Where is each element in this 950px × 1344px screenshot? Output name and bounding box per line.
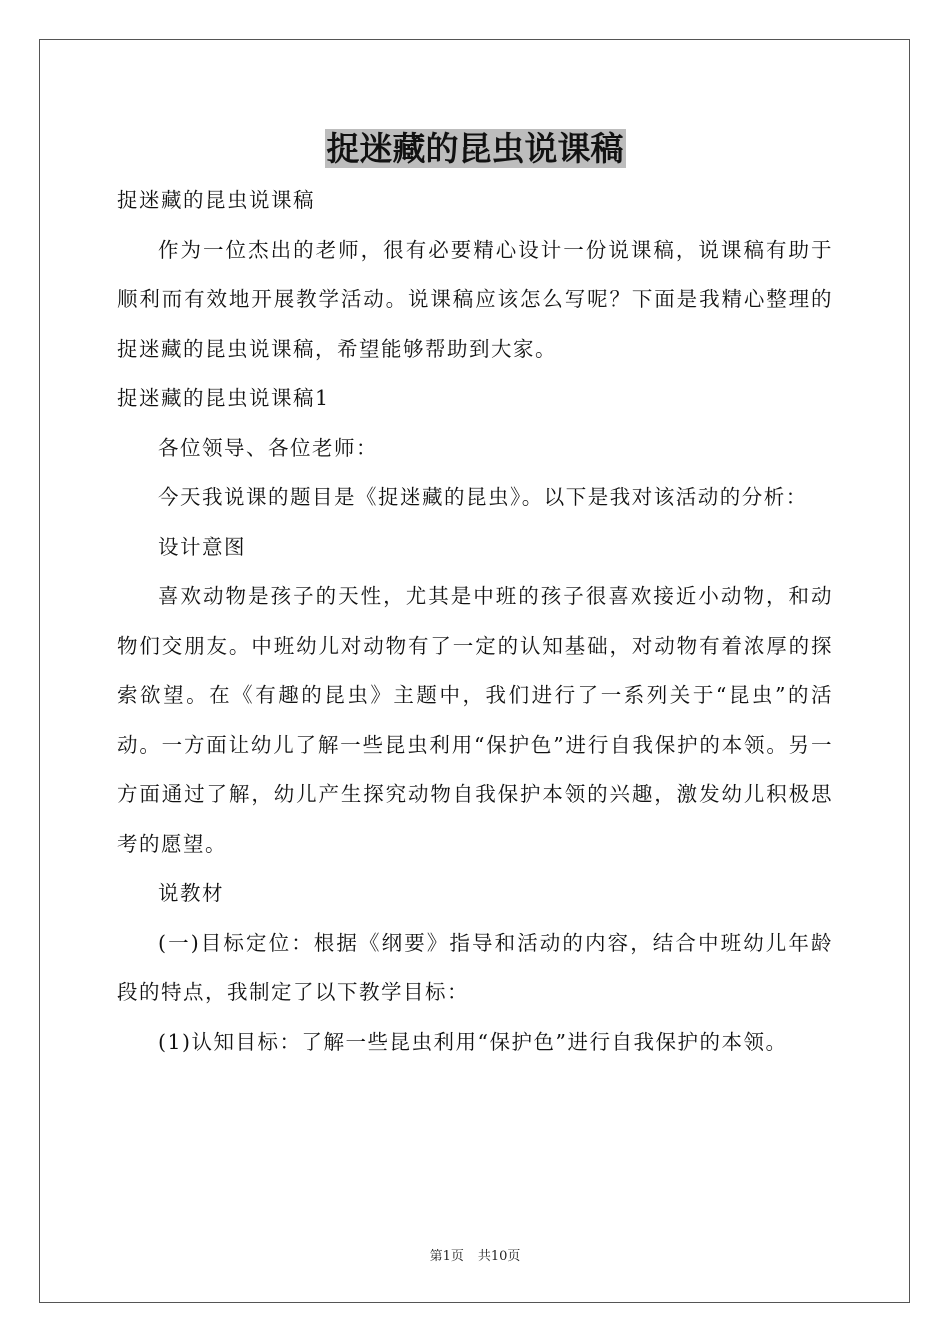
page-total: 共10页 — [477, 1249, 521, 1264]
paragraph: 捉迷藏的昆虫说课稿1 — [117, 386, 330, 410]
paragraph: 捉迷藏的昆虫说课稿 — [117, 188, 315, 212]
paragraph: (一)目标定位：根据《纲要》指导和活动的内容，结合中班幼儿年龄段的特点，我制定了以下教学目标： — [117, 930, 833, 1004]
paragraph: (1)认知目标：了解一些昆虫利用“保护色”进行自我保护的本领。 — [158, 1029, 788, 1054]
paragraph: 各位领导、各位老师： — [158, 435, 378, 460]
paragraph: 喜欢动物是孩子的天性，尤其是中班的孩子很喜欢接近小动物，和动物们交朋友。中班幼儿对动物有了一定的认知基础，对动物有着浓厚的探索欲望。在《有趣的昆虫》主题中，我们进行了一系列关于“昆虫”的活动。一方面让幼儿了解一些昆虫利用“保护色”进行自我保护的本领。另一方面通过了解，幼儿产生探究动物自我保护本领的兴趣，激发幼儿积极思考的愿望。 — [117, 584, 833, 856]
paragraph: 今天我说课的题目是《捉迷藏的昆虫》。以下是我对该活动的分析： — [158, 485, 808, 509]
page-footer — [0, 1247, 950, 1267]
paragraph: 说教材 — [158, 881, 224, 905]
document-title — [0, 124, 950, 174]
paragraph: 设计意图 — [158, 534, 246, 559]
document-body — [117, 176, 833, 1067]
document-title-text: 捉迷藏的昆虫说课稿 — [326, 129, 624, 168]
paragraph: 作为一位杰出的老师，很有必要精心设计一份说课稿，说课稿有助于顺利而有效地开展教学活动。说课稿应该怎么写呢？下面是我精心整理的捉迷藏的昆虫说课稿，希望能够帮助到大家。 — [117, 237, 833, 361]
page-number: 第1页 — [429, 1249, 464, 1264]
